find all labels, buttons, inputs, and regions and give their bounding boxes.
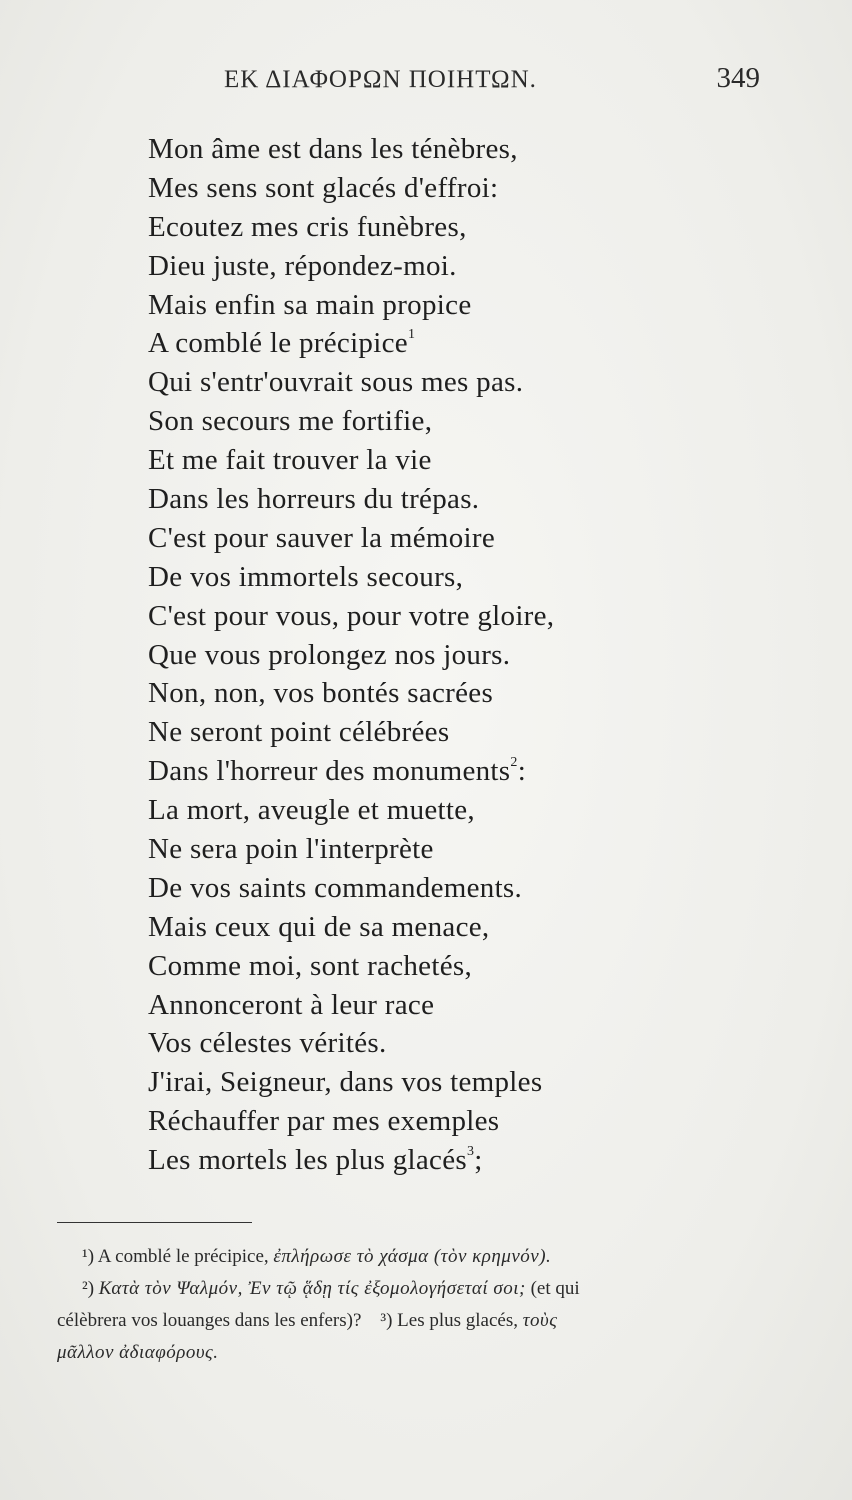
footnote-2-3-line: [57, 1305, 777, 1337]
verse-text: Son secours me fortifie,: [148, 405, 433, 438]
poem-text: [148, 130, 788, 1180]
footnote-3-text: Les plus glacés,: [397, 1310, 518, 1331]
footnotes: [57, 1241, 777, 1369]
verse-text: Ne seront point célébrées: [148, 716, 450, 749]
verse-text: Réchauffer par mes exemples: [148, 1105, 500, 1138]
footnote-1-greek: ἐπλήρωσε τὸ χάσμα (τὸν κρημνόν).: [273, 1246, 552, 1267]
verse-line: [148, 1024, 788, 1063]
footnote-2-text-b: célèbrera vos louanges dans les enfers)?: [57, 1310, 362, 1331]
verse-text: Vos célestes vérités.: [148, 1027, 387, 1060]
verse-line: [148, 674, 788, 713]
verse-text: Qui s'entr'ouvrait sous mes pas.: [148, 366, 524, 399]
verse-line: [148, 1063, 788, 1102]
verse-text: Que vous prolongez nos jours.: [148, 638, 511, 671]
verse-line: [148, 324, 788, 363]
verse-line: [148, 947, 788, 986]
verse-line: [148, 402, 788, 441]
footnote-1-text: A comblé le précipice,: [97, 1246, 269, 1267]
verse-line: [148, 169, 788, 208]
verse-punctuation: :: [517, 755, 527, 788]
verse-line: [148, 830, 788, 869]
verse-line: [148, 519, 788, 558]
verse-text: Comme moi, sont rachetés,: [148, 949, 473, 982]
verse-line: [148, 363, 788, 402]
verse-line: [148, 441, 788, 480]
verse-text: Les mortels les plus glacés: [148, 1144, 467, 1177]
verse-text: Dieu juste, répondez-moi.: [148, 249, 457, 282]
running-title: ΕΚ ΔΙΑΦΟΡΩΝ ΠΟΙΗΤΩΝ.: [224, 66, 537, 93]
footnote-3-marker: ³): [380, 1310, 393, 1331]
verse-text: Mais ceux qui de sa menace,: [148, 910, 490, 943]
verse-line: [148, 636, 788, 675]
verse-text: C'est pour vous, pour votre gloire,: [148, 599, 555, 632]
verse-text: Dans les horreurs du trépas.: [148, 483, 480, 516]
verse-text: Mon âme est dans les ténèbres,: [148, 133, 518, 165]
verse-line: [148, 713, 788, 752]
footnote-reference: 1: [407, 327, 416, 343]
verse-line: [148, 1102, 788, 1141]
verse-text: De vos saints commandements.: [148, 871, 523, 904]
verse-text: Annonceront à leur race: [148, 988, 435, 1021]
footnote-2-greek: Κατὰ τὸν Ψαλμόν, Ἐν τῷ ᾅδῃ τίς ἐξομολογήσεταί σοι;: [98, 1278, 526, 1299]
verse-text: Dans l'horreur des monuments: [148, 755, 511, 788]
verse-text: Non, non, vos bontés sacrées: [148, 677, 494, 710]
verse-line: [148, 908, 788, 947]
verse-text: Ecoutez mes cris funèbres,: [148, 210, 467, 243]
verse-line: [148, 480, 788, 519]
page-number: 349: [716, 62, 760, 94]
verse-punctuation: ;: [474, 1144, 483, 1177]
verse-text: A comblé le précipice: [148, 327, 408, 360]
verse-line: [148, 247, 788, 286]
footnote-3-greek-b: μᾶλλον ἀδιαφόρους.: [57, 1342, 219, 1363]
footnote-1: [57, 1241, 777, 1273]
footnote-2-marker: ²): [82, 1278, 95, 1299]
footnote-1-marker: ¹): [82, 1246, 95, 1267]
footnote-rule: [57, 1222, 252, 1223]
verse-line: [148, 208, 788, 247]
verse-line: [148, 791, 788, 830]
verse-text: Et me fait trouver la vie: [148, 444, 432, 477]
verse-text: Ne sera poin l'interprète: [148, 833, 434, 866]
verse-text: La mort, aveugle et muette,: [148, 794, 475, 827]
footnote-2: [57, 1273, 777, 1305]
footnote-3-greek-a: τοὺς: [522, 1310, 558, 1331]
footnote-3-line: [57, 1337, 777, 1369]
verse-line: [148, 286, 788, 325]
verse-line: [148, 986, 788, 1025]
footnote-reference: 3: [466, 1144, 475, 1160]
verse-line: [148, 130, 788, 169]
verse-line: [148, 752, 788, 791]
verse-line: [148, 597, 788, 636]
verse-text: Mes sens sont glacés d'effroi:: [148, 171, 499, 204]
verse-line: [148, 1141, 788, 1180]
footnote-reference: 2: [510, 755, 518, 771]
verse-line: [148, 558, 788, 597]
verse-text: C'est pour sauver la mémoire: [148, 521, 496, 554]
page-header: [150, 62, 760, 102]
verse-line: [148, 869, 788, 908]
verse-text: J'irai, Seigneur, dans vos temples: [148, 1066, 543, 1099]
verse-text: De vos immortels secours,: [148, 560, 464, 593]
footnote-2-text-a: (et qui: [530, 1278, 580, 1299]
verse-text: Mais enfin sa main propice: [148, 288, 472, 321]
